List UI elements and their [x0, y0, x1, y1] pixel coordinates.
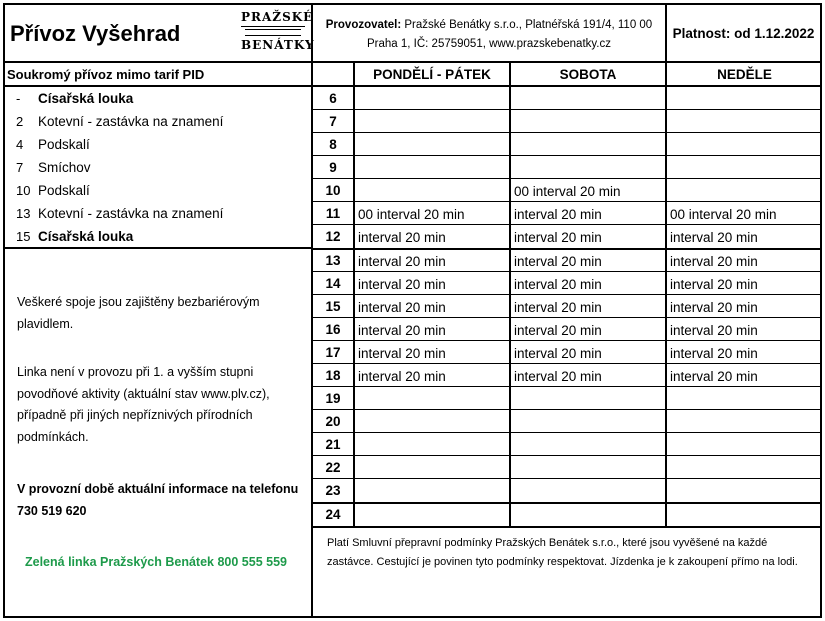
- column-weekday: PONDĚLÍ - PÁTEK: [355, 63, 511, 87]
- stop-item: [5, 156, 311, 179]
- schedule-cell: [667, 387, 822, 410]
- hour-cell: 6: [313, 87, 355, 110]
- schedule-cell: interval 20 min: [511, 318, 667, 341]
- prazske-benatky-logo: [241, 10, 315, 57]
- schedule-cell: interval 20 min: [511, 364, 667, 387]
- schedule-cell: [355, 179, 511, 202]
- green-line: Zelená linka Pražských Benátek 800 555 559: [25, 555, 287, 569]
- hour-cell: 10: [313, 179, 355, 202]
- hour-cell: 24: [313, 503, 355, 527]
- logo-line2: BENÁTKY: [241, 38, 315, 52]
- notes-panel: [5, 249, 313, 616]
- stop-name: Kotevní - zastávka na znamení: [38, 114, 224, 129]
- hour-cell: 21: [313, 433, 355, 456]
- stop-item: [5, 202, 311, 225]
- logo-waves: [245, 29, 301, 36]
- schedule-cell: [511, 503, 667, 527]
- schedule-cell: interval 20 min: [355, 364, 511, 387]
- schedule-cell: interval 20 min: [355, 318, 511, 341]
- schedule-cell: [355, 87, 511, 110]
- hour-cell: 20: [313, 410, 355, 433]
- schedule-cell: interval 20 min: [355, 341, 511, 364]
- schedule-cell: [355, 156, 511, 179]
- schedule-cell: [511, 433, 667, 456]
- grid-separator: [313, 248, 822, 250]
- stop-item: [5, 87, 311, 110]
- schedule-cell: interval 20 min: [667, 249, 822, 272]
- schedule-cell: [355, 503, 511, 527]
- hour-cell: 12: [313, 225, 355, 249]
- schedule-cell: interval 20 min: [511, 341, 667, 364]
- schedule-cell: [355, 456, 511, 479]
- operator-text: Pražské Benátky s.r.o., Platnéřská 191/4, 110 00: [404, 19, 653, 31]
- schedule-cell: [511, 133, 667, 156]
- schedule-cell: [511, 410, 667, 433]
- grid-separator: [313, 502, 822, 504]
- schedule-cell: [667, 133, 822, 156]
- hour-cell: 9: [313, 156, 355, 179]
- stop-km: 15: [16, 229, 31, 244]
- hour-column-header: [313, 63, 355, 87]
- schedule-cell: 00 interval 20 min: [667, 202, 822, 225]
- schedule-cell: [355, 433, 511, 456]
- page-title: Přívoz Vyšehrad: [10, 21, 181, 46]
- schedule-cell: interval 20 min: [667, 318, 822, 341]
- schedule-cell: [667, 410, 822, 433]
- schedule-cell: interval 20 min: [667, 272, 822, 295]
- hour-cell: 11: [313, 202, 355, 225]
- schedule-cell: [511, 87, 667, 110]
- schedule-cell: [355, 110, 511, 133]
- schedule-cell: interval 20 min: [667, 364, 822, 387]
- schedule-cell: interval 20 min: [511, 225, 667, 249]
- stop-list: [5, 87, 313, 249]
- schedule-cell: [667, 503, 822, 527]
- schedule-cell: interval 20 min: [511, 202, 667, 225]
- stop-name: Císařská louka: [38, 229, 134, 244]
- schedule-cell: [511, 387, 667, 410]
- hour-cell: 17: [313, 341, 355, 364]
- schedule-cell: interval 20 min: [355, 272, 511, 295]
- schedule-cell: interval 20 min: [355, 295, 511, 318]
- schedule-cell: [667, 433, 822, 456]
- stop-name: Podskalí: [38, 183, 90, 198]
- hour-cell: 19: [313, 387, 355, 410]
- schedule-cell: 00 interval 20 min: [355, 202, 511, 225]
- schedule-cell: [511, 110, 667, 133]
- validity: Platnost: od 1.12.2022: [667, 5, 820, 63]
- schedule-cell: [355, 387, 511, 410]
- hour-cell: 7: [313, 110, 355, 133]
- stop-name: Císařská louka: [38, 91, 134, 106]
- stop-km: 13: [16, 206, 31, 221]
- schedule-cell: interval 20 min: [667, 341, 822, 364]
- stop-name: Kotevní - zastávka na znamení: [38, 206, 224, 221]
- schedule-cell: [667, 479, 822, 503]
- column-saturday: SOBOTA: [511, 63, 667, 87]
- hour-cell: 14: [313, 272, 355, 295]
- stop-km: 7: [16, 160, 24, 175]
- stop-item: [5, 179, 311, 202]
- footer-conditions: Platí Smluvní přepravní podmínky Pražských Benátek s.r.o., které jsou vyvěšené na každé zastávce. Cestující je povinen tyto podmínky respektovat. Jízdenka je k zakoupení přímo na lodi.: [327, 537, 798, 568]
- stop-name: Smíchov: [38, 160, 91, 175]
- stop-km: -: [16, 91, 21, 106]
- schedule-cell: [667, 156, 822, 179]
- stop-km: 4: [16, 137, 24, 152]
- schedule-cell: 00 interval 20 min: [511, 179, 667, 202]
- schedule-cell: [511, 456, 667, 479]
- stop-item: [5, 110, 311, 133]
- hour-cell: 23: [313, 479, 355, 503]
- accessibility-note: Veškeré spoje jsou zajištěny bezbariérovým plavidlem.: [17, 295, 260, 331]
- schedule-cell: interval 20 min: [667, 225, 822, 249]
- flood-note: Linka není v provozu při 1. a vyšším stupni povodňové aktivity (aktuální stav www.plv.cz), případně při jiných nepříznivých přírodních podmínkách.: [17, 365, 270, 444]
- route-title: Soukromý přívoz mimo tarif PID: [5, 63, 313, 87]
- schedule-cell: [355, 479, 511, 503]
- hour-cell: 18: [313, 364, 355, 387]
- hour-cell: 15: [313, 295, 355, 318]
- phone-info: V provozní době aktuální informace na telefonu 730 519 620: [17, 482, 299, 518]
- schedule-cell: interval 20 min: [355, 225, 511, 249]
- stop-km: 10: [16, 183, 31, 198]
- stop-item: [5, 133, 311, 156]
- stop-km: 2: [16, 114, 24, 129]
- hour-cell: 22: [313, 456, 355, 479]
- schedule-cell: interval 20 min: [511, 249, 667, 272]
- schedule-cell: [667, 87, 822, 110]
- schedule-cell: interval 20 min: [667, 295, 822, 318]
- column-sunday: NEDĚLE: [667, 63, 822, 87]
- schedule-cell: interval 20 min: [511, 272, 667, 295]
- stop-name: Podskalí: [38, 137, 90, 152]
- schedule-cell: [511, 156, 667, 179]
- schedule-cell: [667, 456, 822, 479]
- hour-cell: 13: [313, 249, 355, 272]
- schedule-cell: [511, 479, 667, 503]
- hour-cell: 16: [313, 318, 355, 341]
- schedule-cell: interval 20 min: [511, 295, 667, 318]
- schedule-cell: [667, 110, 822, 133]
- title-box: [5, 5, 313, 63]
- hour-cell: 8: [313, 133, 355, 156]
- schedule-cell: [667, 179, 822, 202]
- schedule-cell: [355, 410, 511, 433]
- operator-label: Provozovatel:: [325, 19, 402, 31]
- schedule-cell: [355, 133, 511, 156]
- operator-text2: Praha 1, IČ: 25759051, www.prazskebenatky.cz: [367, 38, 611, 50]
- logo-line1: PRAŽSKÉ: [241, 11, 305, 27]
- schedule-cell: interval 20 min: [355, 249, 511, 272]
- operator-info: [313, 5, 667, 63]
- stop-item: [5, 225, 311, 248]
